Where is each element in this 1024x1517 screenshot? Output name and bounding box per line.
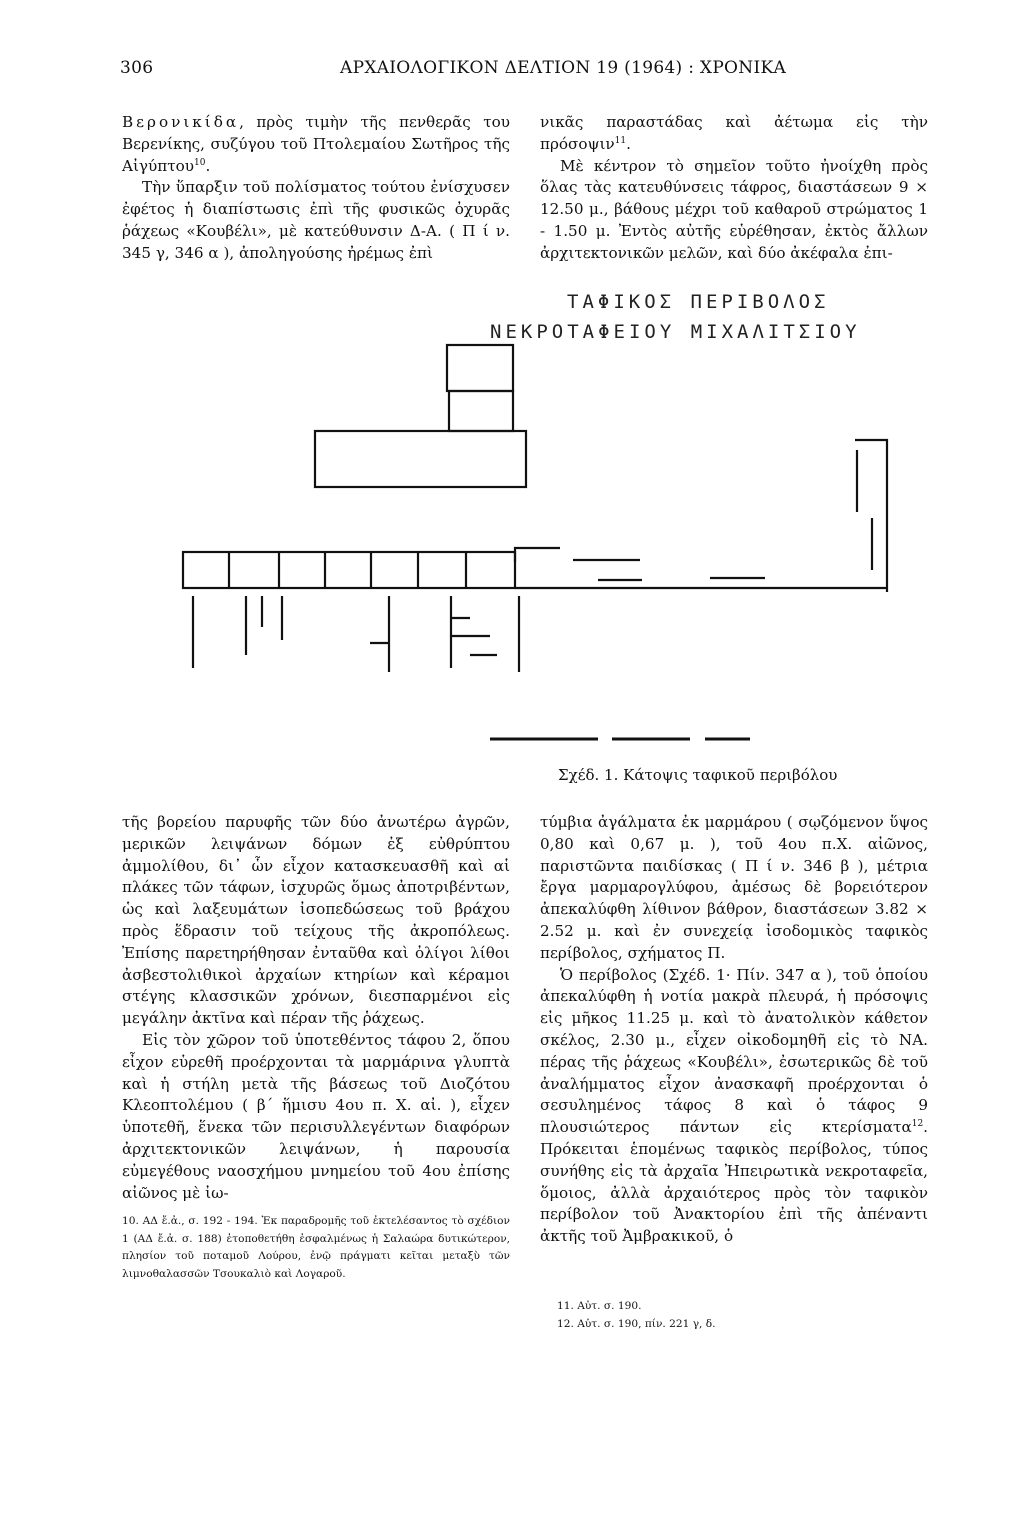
bottom-right-column <box>540 812 928 1248</box>
plan-line <box>515 548 560 562</box>
paragraph: τύμβια ἀγάλματα ἐκ μαρμάρου ( σῳζόμενον ὕψος 0,80 καὶ 0,67 μ. ), τοῦ 4ου π.Χ. αἰῶνος, παριστῶντα παιδίσκας ( Π ί ν. 346 β ), μέτρια ἔργα μαρμαρογλύφου, ἀμέσως δὲ βορειότερον ἀπεκαλύφθη λίθινον βάθρον, διαστάσεων 3.82 × 2.52 μ. καὶ ἐν συνεχείᾳ ἰσοδομικὸς ταφικὸς περίβολος, σχήματος Π. <box>540 813 928 962</box>
paragraph: Μὲ κέντρον τὸ σημεῖον τοῦτο ἠνοίχθη πρὸς ὅλας τὰς κατευθύνσεις τάφρος, διαστάσεων 9 × 12.50 μ., βάθους μέχρι τοῦ καθαροῦ στρώματος 1 - 1.50 μ. Ἐντὸς αὐτῆς εὑρέθησαν, ἐκτὸς ἄλλων ἀρχιτεκτονικῶν μελῶν, καὶ δύο ἀκέφαλα ἐπι- <box>540 156 928 262</box>
footnote-10: 10. ΑΔ ἔ.ἀ., σ. 192 - 194. Ἐκ παραδρομῆς τοῦ ἐκτελέσαντος τὸ σχέδιον 1 (ΑΔ ἔ.ἀ. σ. 188) ἐτοποθετήθη ἐσφαλμένως ἡ Σαλαώρα δυτικώτερον, πλησίον τοῦ ποταμοῦ Λούρου, ἐνῷ πράγματι κεῖται μεταξὺ τῶν λιμνοθαλασσῶν Τσουκαλιὸ καὶ Λογαροῦ. <box>122 1215 510 1280</box>
paragraph <box>540 965 928 1248</box>
plan-title-line-2: ΝΕΚΡΟΤΑΦΕΙΟΥ ΜΙΧΑΛΙΤΣΙΟΥ <box>490 321 861 343</box>
text-run: Ὁ περίβολος (Σχέδ. 1· Πίν. 347 α ), τοῦ ὁποίου ἀπεκαλύφθη ἡ νοτία μακρὰ πλευρά, ἡ πρόσοψις εἰς μῆκος 11.25 μ. καὶ τὸ ἀνατολικὸν κάθετον σκέλος, 2.30 μ., εἶχεν οἰκοδομηθῆ εἰς τὸ ΝΑ. πέρας τῆς ῥάχεως «Κουβέλι», ἐσωτερικῶς δὲ τοῦ ἀναλήμματος εἶχον ἀνασκαφῆ προέρχονται ὁ σεσυλημένος τάφος 8 καὶ ὁ τάφος 9 πλουσιώτερος πάντων εἰς κτερίσματα <box>540 965 928 1137</box>
paragraph: Τὴν ὕπαρξιν τοῦ πολίσματος τούτου ἐνίσχυσεν ἐφέτος ἡ διαπίστωσις ἐπὶ τῆς φυσικῶς ὀχυρᾶς ῥάχεως «Κουβέλι», μὲ κατεύθυνσιν Δ-Α. ( Π ί ν. 345 γ, 346 α ), ἀποληγούσης ἠρέμως ἐπὶ <box>122 178 510 262</box>
running-title: ΑΡΧΑΙΟΛΟΓΙΚΟΝ ΔΕΛΤΙΟΝ 19 (1964) : ΧΡΟΝΙΚΑ <box>340 58 787 78</box>
page-number: 306 <box>120 58 154 78</box>
plan-block <box>449 391 513 431</box>
footnotes-right <box>557 1298 857 1333</box>
text-run: νικᾶς παραστάδας καὶ ἀέτωμα εἰς τὴν πρόσοψιν <box>540 113 928 153</box>
footnote-11: 11. Αὐτ. σ. 190. <box>557 1300 642 1312</box>
footnote-ref: 10 <box>194 157 206 168</box>
text-run: . <box>205 156 211 175</box>
emphasis-word: Βερονικίδα <box>122 113 240 131</box>
figure-caption: Σχέδ. 1. Κάτοψις ταφικοῦ περιβόλου <box>558 766 838 784</box>
text-run: . <box>626 134 631 153</box>
footnotes-left <box>122 1213 510 1283</box>
footnote-12: 12. Αὐτ. σ. 190, πίν. 221 γ, δ. <box>557 1317 716 1330</box>
plan-block <box>315 431 526 487</box>
plan-title-line-1: ΤΑΦΙΚΟΣ ΠΕΡΙΒΟΛΟΣ <box>567 291 830 313</box>
text-run: , πρὸς τιμὴν τῆς πενθερᾶς του Βερενίκης, συζύγου τοῦ Πτολεμαίου Σωτῆρος τῆς Αἰγύπτου <box>122 113 510 175</box>
text-run: . Πρόκειται ἑπομένως ταφικὸς περίβολος, τύπος συνήθης εἰς τὰ ἀρχαῖα Ἠπειρωτικὰ νεκροταφεῖα, ὅμοιος, ἀλλὰ ἀρχαιότερος πρὸς τὸν ταφικὸν περίβολον τοῦ Ἀνακτορίου ἐπὶ τῆς ἀπέναντι ἀκτῆς τοῦ Ἀμβρακικοῦ, ὁ <box>540 1118 928 1246</box>
footnote-ref: 12 <box>911 1119 924 1130</box>
paragraph: τῆς βορείου παρυφῆς τῶν δύο ἀνωτέρω ἀγρῶν, μερικῶν λειψάνων δόμων ἐξ εὐθρύπτου ἀμμολίθου, δι᾿ ὧν εἶχον κατασκευασθῆ καὶ αἱ πλάκες τῶν τάφων, ἰσχυρῶς ὅμως ἀποτριβέντων, ὡς καὶ λαξευμάτων ἰσοπεδώσεως τοῦ βράχου πρὸς ἕδρασιν τοῦ τείχους τῆς ἀκροπόλεως. Ἐπίσης παρετηρήθησαν ἐνταῦθα καὶ ὀλίγοι λίθοι ἀσβεστολιθικοὶ ἀρχαίων κτηρίων καὶ κέραμοι στέγης κλασσικῶν χρόνων, διεσπαρμένοι εἰς μεγάλην ἀκτῖνα καὶ πέραν τῆς ῥάχεως. <box>122 813 510 1028</box>
plan-block <box>447 345 513 391</box>
bottom-left-column <box>122 812 510 1204</box>
footnote-ref: 11 <box>614 135 627 146</box>
paragraph: Εἰς τὸν χῶρον τοῦ ὑποτεθέντος τάφου 2, ὅπου εἶχον εὑρεθῆ προέρχονται τὰ μαρμάρινα γλυπτὰ καὶ ἡ στήλη μετὰ τῆς βάσεως τοῦ Διοζότου Κλεοπτολέμου ( β΄ ἥμισυ 4ου π. Χ. αἰ. ), εἶχεν ὑποτεθῆ, ἕνεκα τῶν περισυλλεγέντων διαφόρων ἀρχιτεκτονικῶν λειψάνων, ἡ παρουσία εὐμεγέθους ναοσχήμου μνημείου τοῦ 4ου ἐπίσης αἰῶνος μὲ ἰω- <box>122 1030 510 1202</box>
